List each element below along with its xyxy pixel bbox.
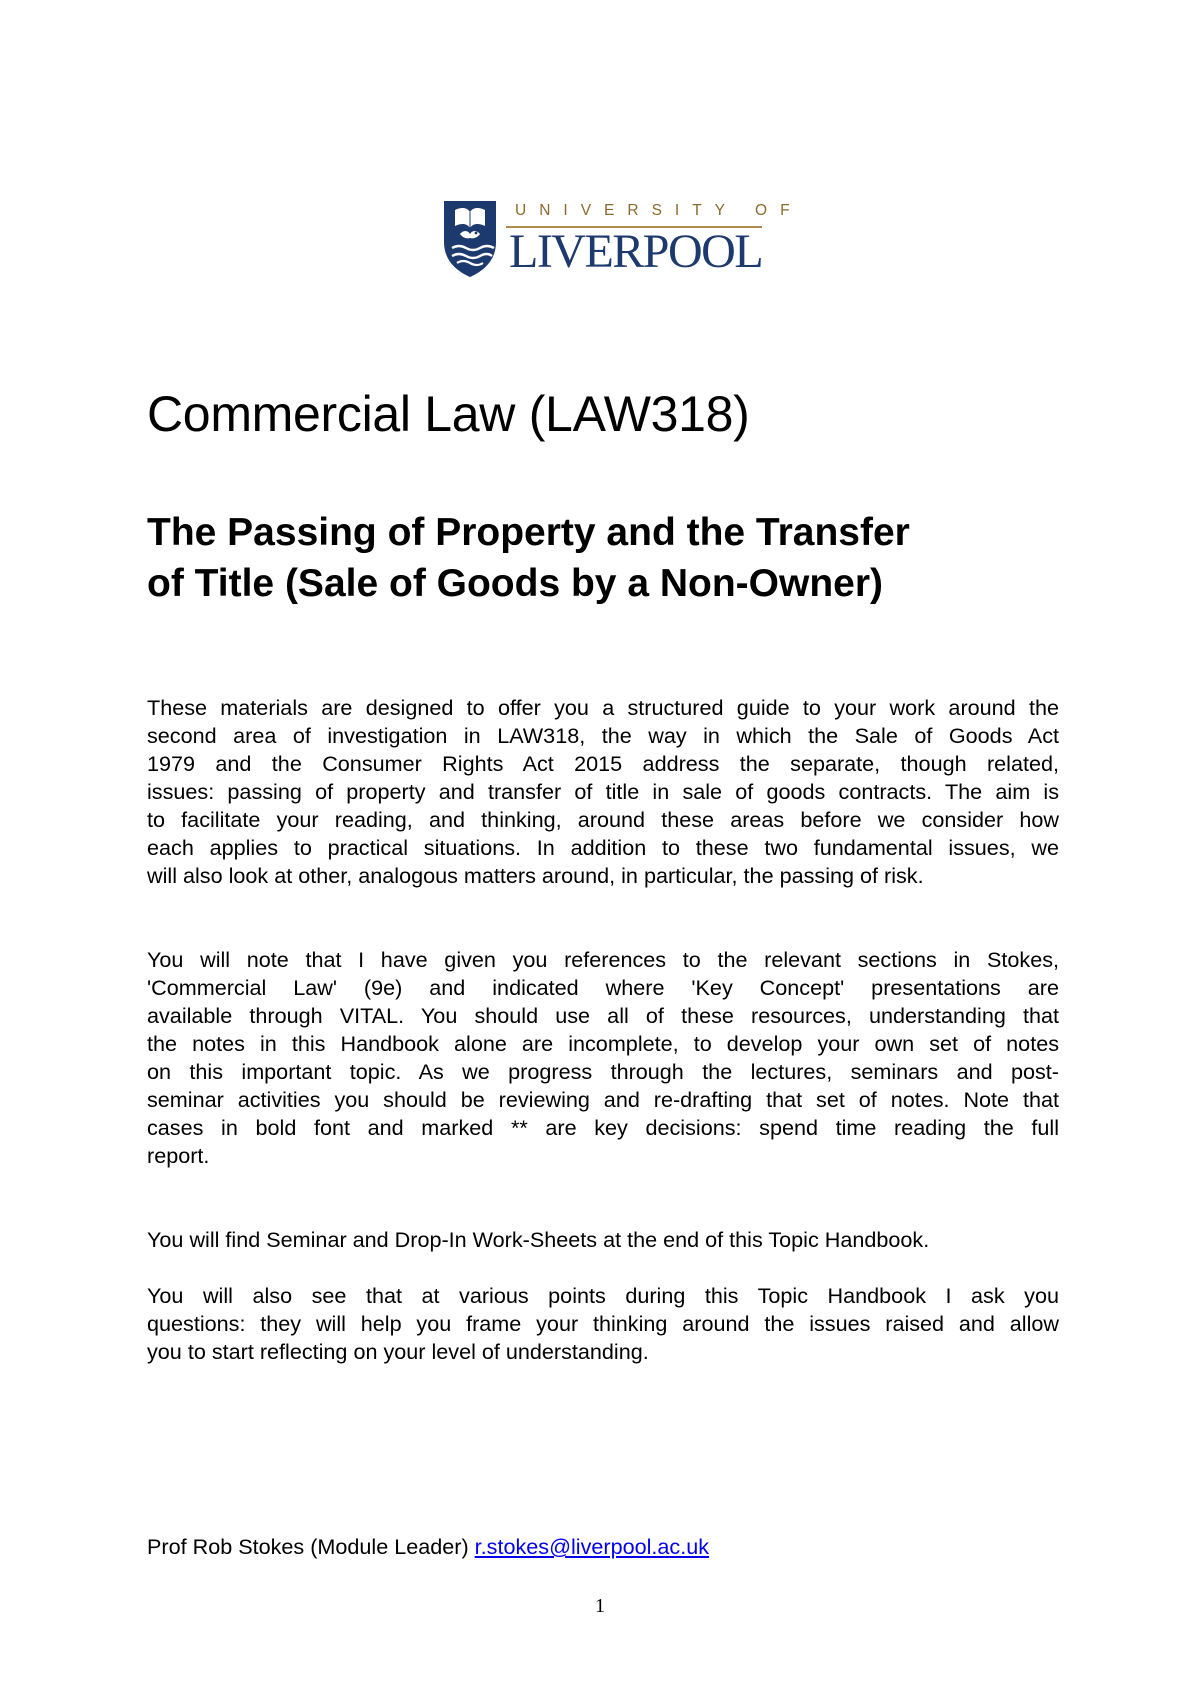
paragraph-line: available through VITAL. You should use all of these resources, understanding that [147,1003,1059,1028]
questions-paragraph [147,1282,1059,1366]
paragraph-line: You will also see that at various points during this Topic Handbook I ask you [147,1283,1059,1308]
topic-title-line: The Passing of Property and the Transfer [147,511,910,554]
page-number: 1 [595,1595,605,1617]
topic-title-line: of Title (Sale of Goods by a Non-Owner) [147,562,883,605]
paragraph-line: you to start reflecting on your level of understanding. [147,1339,649,1364]
intro-paragraph [147,694,1059,890]
paragraph-line: You will note that I have given you references to the relevant sections in Stokes, [147,947,1059,972]
paragraph-line: report. [147,1143,210,1168]
paragraph-line: 'Commercial Law' (9e) and indicated where 'Key Concept' presentations are [147,975,1059,1000]
paragraph-line: questions: they will help you frame your thinking around the issues raised and allow [147,1311,1059,1336]
references-paragraph [147,946,1059,1170]
paragraph-line: cases in bold font and marked ** are key decisions: spend time reading the full [147,1115,1059,1140]
paragraph-line: seminar activities you should be reviewing and re-drafting that set of notes. Note that [147,1087,1059,1112]
university-logo [443,200,803,280]
paragraph-line: on this important topic. As we progress through the lectures, seminars and post- [147,1059,1059,1084]
worksheets-paragraph [147,1226,1059,1254]
author-name: Prof Rob Stokes (Module Leader) [147,1534,469,1559]
logo-university-of-text: UNIVERSITY OF [515,202,803,219]
paragraph-line: second area of investigation in LAW318, the way in which the Sale of Goods Act [147,723,1059,748]
paragraph-line: the notes in this Handbook alone are incomplete, to develop your own set of notes [147,1031,1059,1056]
topic-title [147,507,1059,609]
author-footer [147,1534,709,1560]
university-crest-icon [443,200,497,278]
logo-liverpool-text: LIVERPOOL [509,225,763,278]
paragraph-line: to facilitate your reading, and thinking, around these areas before we consider how [147,807,1059,832]
paragraph-line: You will find Seminar and Drop-In Work-Sheets at the end of this Topic Handbook. [147,1227,930,1252]
author-email-link[interactable]: r.stokes@liverpool.ac.uk [474,1534,710,1559]
paragraph-line: 1979 and the Consumer Rights Act 2015 address the separate, though related, [147,751,1059,776]
module-title: Commercial Law (LAW318) [147,386,750,442]
paragraph-line: each applies to practical situations. In addition to these two fundamental issues, we [147,835,1059,860]
paragraph-line: will also look at other, analogous matters around, in particular, the passing of risk. [147,863,924,888]
paragraph-line: issues: passing of property and transfer of title in sale of goods contracts. The aim is [147,779,1059,804]
paragraph-line: These materials are designed to offer you a structured guide to your work around the [147,695,1059,720]
